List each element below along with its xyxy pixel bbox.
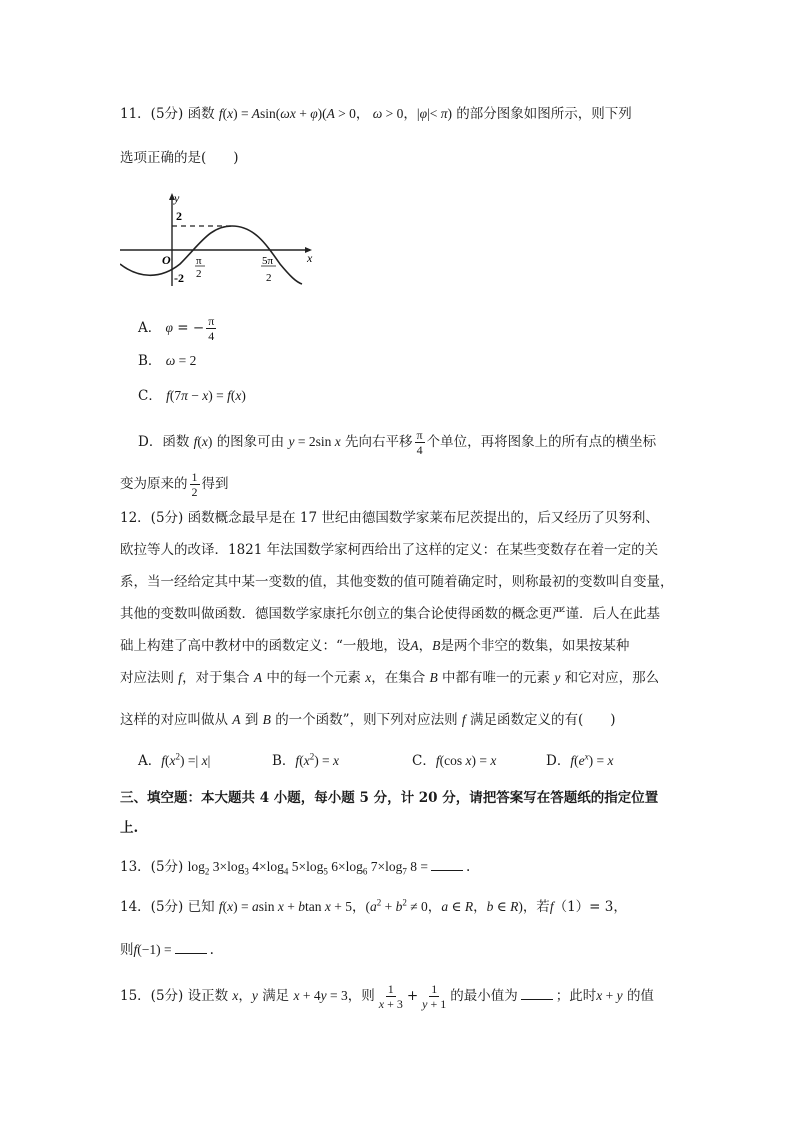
q15-answer-blank [521,985,553,1000]
5pi-label: 5π [262,255,274,267]
origin-label: O [162,253,171,267]
pi-den: 2 [196,268,202,280]
x-label: x [307,251,313,265]
q11-line-2: 选项正确的是( ) [120,150,239,166]
q12-option-a: A．$f(x^2)$ =| x| [138,751,211,769]
pi-label: π [196,255,202,267]
q14-line-2: 则f(−1) = . [120,939,214,960]
q12-option-b: B．$f(x^2) = x$ [272,751,340,769]
q12-line-5: 础上构建了高中教材中的函数定义：“一般地，设A，B是两个非空的数集，如果按某种 [120,638,630,654]
label-2: 2 [176,209,182,223]
section-3-heading-cont: 上. [120,820,139,836]
q13-line: 13．(5分) $\log_2 3\times\log_3$ $4\times\log_4$ $5\times\log_5$ $6\times\log_6$ $7\times\log_7$ 8 = . [120,856,470,877]
y-label: y [174,191,180,205]
q12-line-3: 系，当一经给定其中某一变数的值，其他变数的值可随着确定时，则称最初的变数叫自变量， [120,574,674,590]
section-3-heading: 三、填空题：本大题共 4 小题，每小题 5 分，计 20 分，请把答案写在答题纸的指定位置 [120,790,659,806]
q11-option-a: A． φ = − $\frac{\pi}{4}$ [138,314,215,343]
q12-option-d: D．$f(e^x) = x$ [546,751,614,769]
q11-option-d-line1: D．函数 f(x) 的图象可由 y = 2sin x 先向右平移 $\frac{\pi}{4}$ 个单位，再将图象上的所有点的横坐标 [138,428,657,457]
q15-line-1: 15．(5分) 设正数 x，y 满足 x + 4y = 3，则 $\frac{1}{x + 3}$ + $\frac{1}{y + 1}$ 的最小值为 ；此时x + y 的值 [120,982,654,1011]
q12-option-c: C．f(cos x) = x [412,753,497,769]
q11-option-b: B． ω = 2 [138,353,197,369]
q12-line-2: 欧拉等人的改译．1821 年法国数学家柯西给出了这样的定义：在某些变数存在着一定的关 [120,542,659,558]
sine-curve [120,226,302,284]
q11-sine-graph [120,186,320,290]
q12-line-6: 对应法则 f，对于集合 A 中的每一个元素 x，在集合 B 中都有唯一的元素 y 和它对应，那么 [120,670,660,686]
q11-function: f(x) = Asin(ωx + φ)(A > 0， ω > 0，|φ|< π) [218,106,452,121]
5pi-den: 2 [266,272,272,284]
q13-answer-blank [431,856,463,871]
q12-line-4: 其他的变数叫做函数．德国数学家康托尔创立的集合论使得函数的概念更严谨．后人在此基 [120,606,660,622]
q14-answer-blank [175,939,207,954]
q12-line-1: 12．(5分) 函数概念最早是在 17 世纪由德国数学家莱布尼茨提出的，后又经历了贝努利、 [120,510,659,526]
q11-option-d-line2: 变为原来的 $\frac{1}{2}$ 得到 [120,470,229,499]
q14-line-1: 14．(5分) 已知 f(x) = asin x + btan x + 5，($a^2 + b^2 \ne 0$，a ∈ R，b ∈ R)，若f（1）= 3， [120,897,627,915]
q11-option-c: C． f(7π − x) = f(x) [138,388,246,404]
q11-line-1: 11．(5分) 函数 f(x) = Asin(ωx + φ)(A > 0， ω > 0，|φ|< π) 的部分图象如图所示，则下列 [120,106,632,122]
label-neg2: -2 [174,271,184,285]
q12-line-7: 这样的对应叫做从 A 到 B 的一个函数”，则下列对应法则 f 满足函数定义的有( ) [120,712,616,728]
